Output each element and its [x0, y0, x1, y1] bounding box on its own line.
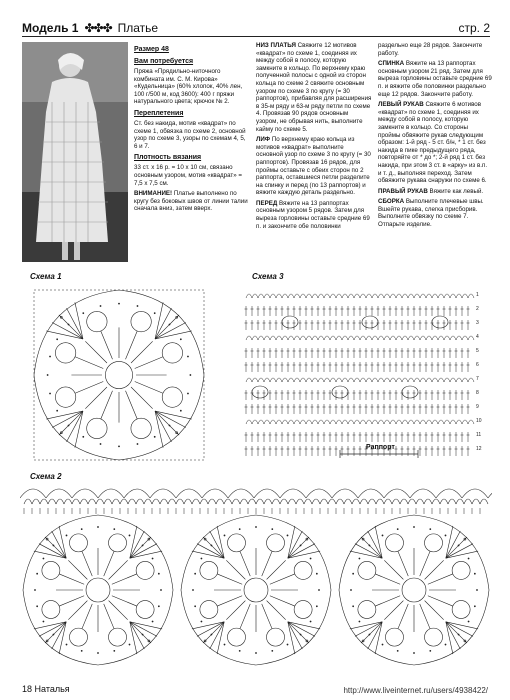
model-number: Модель 1	[22, 21, 79, 35]
column-3	[378, 42, 492, 232]
svg-text:3: 3	[476, 320, 479, 326]
svg-text:12: 12	[476, 446, 482, 452]
right-sleeve-label: ПРАВЫЙ РУКАВ	[378, 187, 428, 195]
svg-text:11: 11	[476, 432, 482, 438]
materials-text: Пряжа «Прядильно-ниточного комбината им. С. М. Кирова» «Кудельница» (60% хлопок, 40% лен, 100 г/500 м, код 3600): 400 г пряжи натурального цвета; крючок № 2.	[134, 68, 243, 106]
svg-text:2: 2	[476, 306, 479, 312]
svg-text:9: 9	[476, 404, 479, 410]
right-sleeve-text: Вяжите как левый.	[429, 187, 484, 195]
svg-text:7: 7	[476, 376, 479, 382]
page-title: Платье	[117, 21, 159, 35]
svg-text:5: 5	[476, 348, 479, 354]
skirt-text: Свяжите 12 мотивов «квадрат» по схеме 1, соединяя их между собой в полосу, которую замкните в кольцо. По верхнему краю полученной полосы с одной из сторон кольца по схеме 2 свяжите основным узором по схеме 3 по кругу (= 30 раппортов), прибавляя для расширения в 35-м ряду и 63-м ряду петли по схеме 4. Провязав 90 рядов основным узором, не обрывая нить, выполните кайму по схеме 5.	[256, 42, 372, 133]
column-1	[134, 42, 248, 216]
svg-text:4: 4	[476, 334, 479, 340]
bodice-label: ЛИФ	[256, 136, 271, 144]
weave-heading: Переплетения	[134, 109, 184, 117]
front-paragraph	[256, 200, 372, 230]
scheme-1-label: Схема 1	[30, 272, 62, 281]
page-footer: 18 Наталья	[22, 684, 70, 694]
attention-paragraph	[134, 190, 248, 213]
left-sleeve-label: ЛЕВЫЙ РУКАВ	[378, 101, 424, 109]
assembly-label: СБОРКА	[378, 198, 405, 206]
left-sleeve-paragraph	[378, 101, 492, 185]
density-text: 33 ст. х 16 р. = 10 х 10 см, связано основным узором, мотив «квадрат» = 7,5 х 7,5 см.	[134, 164, 243, 187]
back-label: СПИНКА	[378, 60, 405, 68]
size-heading: Размер 48	[134, 46, 169, 53]
scheme-1-diagram	[22, 282, 216, 473]
skirt-label: НИЗ ПЛАТЬЯ	[256, 42, 296, 49]
skirt-paragraph	[256, 42, 372, 133]
attention-text: Платье выполнено по кругу без боковых швов от линии талии сначала вниз, затем вверх.	[134, 190, 248, 213]
rapport-label: Раппорт	[366, 444, 395, 451]
attention-label: ВНИМАНИЕ!	[134, 190, 173, 198]
right-sleeve-paragraph	[378, 188, 492, 196]
scheme-3-label: Схема 3	[252, 272, 284, 281]
source-url: http://www.liveinternet.ru/users/4938422/	[343, 686, 488, 695]
svg-text:10: 10	[476, 418, 482, 424]
svg-text:6: 6	[476, 362, 479, 368]
difficulty-icon: ✤✤✤	[84, 21, 112, 35]
front-text: Вяжите на 13 раппортах основным узором 5 рядов. Затем для выреза горловины оставьте средние 69 п. и закончите обе половинки	[256, 199, 370, 230]
assembly-paragraph	[378, 198, 492, 228]
weave-text: Ст. без накида, мотив «квадрат» по схеме 1, обвязка по схеме 2, основной узор по схеме 3, узоры по схемам 4, 5, 6 и 7.	[134, 119, 246, 150]
svg-text:1: 1	[476, 292, 479, 298]
front-continued-text: раздельно еще 28 рядов. Закончите работу.	[378, 42, 483, 57]
left-sleeve-text: Свяжите 6 мотивов «квадрат» по схеме 1, соединяя их между собой в полосу, которую замкните в кольцо. Со стороны проймы обвяжите рукав следующим образом: 1-й ряд - 5 ст. б/н, * 1 ст. без накида в пике предыдущего ряда, повторяйте от * до *; 2-й ряд 1 ст. без накида, при этом 3 ст. в «арку» из в.п. и т. д., выполняя переход. Затем обвяжите рукава снаружи по схеме 6.	[378, 101, 488, 185]
bodice-text: По верхнему краю кольца из мотивов «квадрат» выполните основной узор по схеме 3 по кругу (= 30 раппортов). Провязав 16 рядов, для проймы оставьте с обеих сторон по 2 раппорта, оставшиеся петли разделите на спинку и перед (по 13 раппортов) и вяжите каждую деталь раздельно.	[256, 136, 371, 197]
bodice-paragraph	[256, 136, 372, 197]
scheme-2-diagram	[20, 480, 492, 683]
front-label: ПЕРЕД	[256, 199, 278, 207]
density-heading: Плотность вязания	[134, 154, 202, 162]
assembly-text: Выполните плечевые швы. Вшейте рукава, слегка присборив. Выполните обвязку по схеме 7. Отпарьте изделие.	[378, 198, 484, 229]
page-header	[22, 20, 490, 37]
scheme-2-label: Схема 2	[30, 472, 62, 481]
column-2	[256, 42, 372, 233]
materials-heading: Вам потребуется	[134, 58, 194, 65]
model-photo	[22, 42, 128, 262]
back-paragraph	[378, 60, 492, 98]
back-text: Вяжите на 13 раппортах основным узором 21 ряд. Затем для выреза горловины оставьте средние 69 п. и вяжите обе половинки раздельно еще 12 рядов. Закончите работу.	[378, 60, 492, 98]
svg-text:8: 8	[476, 390, 479, 396]
page-reference: стр. 2	[458, 21, 490, 35]
